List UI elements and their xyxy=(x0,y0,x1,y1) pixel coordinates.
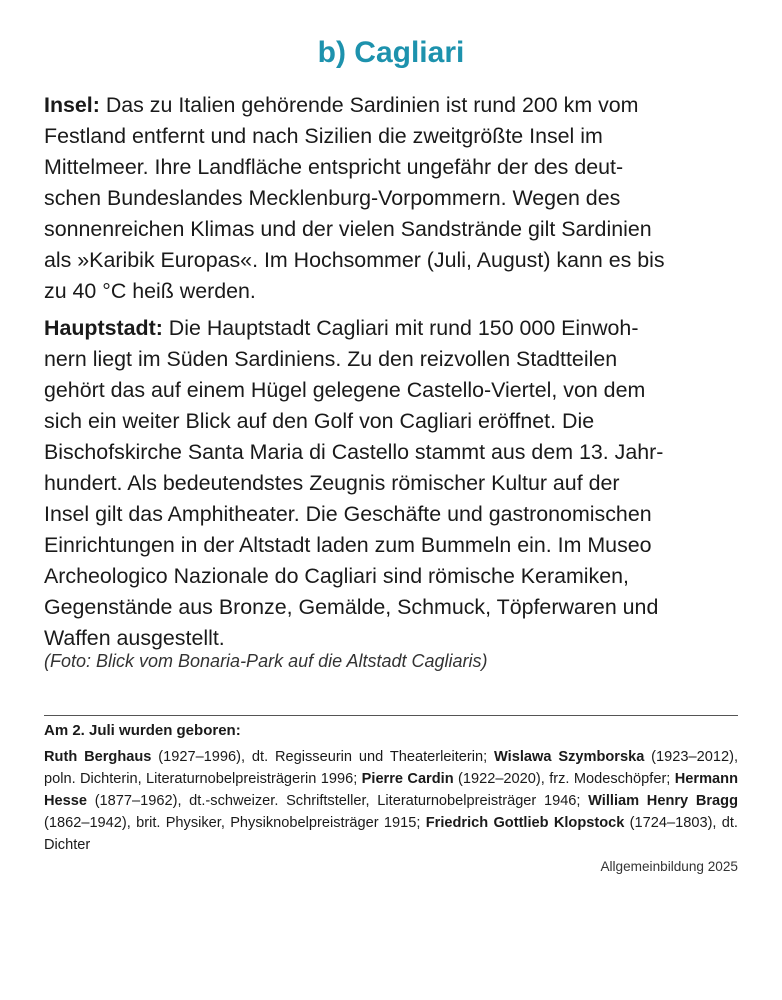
person-name: Hermann Hesse xyxy=(44,771,738,809)
person-name: Wislawa Szymborska xyxy=(494,749,645,765)
person-name: Pierre Cardin xyxy=(361,771,454,787)
hauptstadt-line: nern liegt im Süden Sardiniens. Zu den reizvollen Stadtteilen xyxy=(44,347,618,371)
footer-label: Allgemeinbildung 2025 xyxy=(600,859,738,874)
hauptstadt-line: Einrichtungen in der Altstadt laden zum Bummeln ein. Im Museo xyxy=(44,533,652,557)
person-name: Friedrich Gottlieb Klopstock xyxy=(425,815,625,831)
person-info: (1927–1996), dt. Regisseurin und Theaterleiterin; xyxy=(151,749,495,765)
insel-label: Insel: xyxy=(44,93,100,117)
insel-line: Festland entfernt und nach Sizilien die zweitgrößte Insel im xyxy=(44,124,603,148)
insel-line: schen Bundeslandes Mecklenburg-Vorpommern. Wegen des xyxy=(44,186,621,210)
page-title: b) Cagliari xyxy=(317,36,465,69)
divider xyxy=(44,715,738,716)
hauptstadt-label: Hauptstadt: xyxy=(44,316,163,340)
insel-line: sonnenreichen Klimas und der vielen Sandstrände gilt Sardinien xyxy=(44,217,652,241)
person-info: (1724–1803), dt. Dichter xyxy=(44,815,738,853)
hauptstadt-line: Insel gilt das Amphitheater. Die Geschäfte und gastronomischen xyxy=(44,502,652,526)
insel-line: als »Karibik Europas«. Im Hochsommer (Juli, August) kann es bis xyxy=(44,248,665,272)
person-info: (1923–2012), poln. Dichterin, Literaturnobelpreisträgerin 1996; xyxy=(44,749,738,787)
born-list xyxy=(44,746,738,856)
hauptstadt-line: Bischofskirche Santa Maria di Castello stammt aus dem 13. Jahr- xyxy=(44,440,664,464)
born-heading: Am 2. Juli wurden geboren: xyxy=(44,722,241,739)
person-name: William Henry Bragg xyxy=(588,793,738,809)
person-name: Ruth Berghaus xyxy=(44,749,152,765)
insel-line: Mittelmeer. Ihre Landfläche entspricht ungefähr der des deut- xyxy=(44,155,624,179)
hauptstadt-line: hundert. Als bedeutendstes Zeugnis römischer Kultur auf der xyxy=(44,471,620,495)
hauptstadt-line: Waffen ausgestellt. xyxy=(44,626,225,650)
photo-caption: (Foto: Blick vom Bonaria-Park auf die Altstadt Cagliaris) xyxy=(44,651,488,671)
hauptstadt-paragraph xyxy=(44,313,744,654)
insel-paragraph xyxy=(44,90,744,307)
hauptstadt-line: sich ein weiter Blick auf den Golf von Cagliari eröffnet. Die xyxy=(44,409,595,433)
person-info: (1862–1942), brit. Physiker, Physiknobelpreisträger 1915; xyxy=(44,815,426,831)
hauptstadt-line: gehört das auf einem Hügel gelegene Castello-Viertel, von dem xyxy=(44,378,646,402)
person-info: (1922–2020), frz. Modeschöpfer; xyxy=(453,771,675,787)
hauptstadt-line: Die Hauptstadt Cagliari mit rund 150 000 Einwoh- xyxy=(162,316,639,340)
person-info: (1877–1962), dt.-schweizer. Schriftsteller, Literaturnobelpreisträger 1946; xyxy=(87,793,589,809)
hauptstadt-line: Archeologico Nazionale do Cagliari sind römische Keramiken, xyxy=(44,564,629,588)
insel-line: zu 40 °C heiß werden. xyxy=(44,279,256,303)
insel-line: Das zu Italien gehörende Sardinien ist rund 200 km vom xyxy=(99,93,639,117)
hauptstadt-line: Gegenstände aus Bronze, Gemälde, Schmuck, Töpferwaren und xyxy=(44,595,659,619)
